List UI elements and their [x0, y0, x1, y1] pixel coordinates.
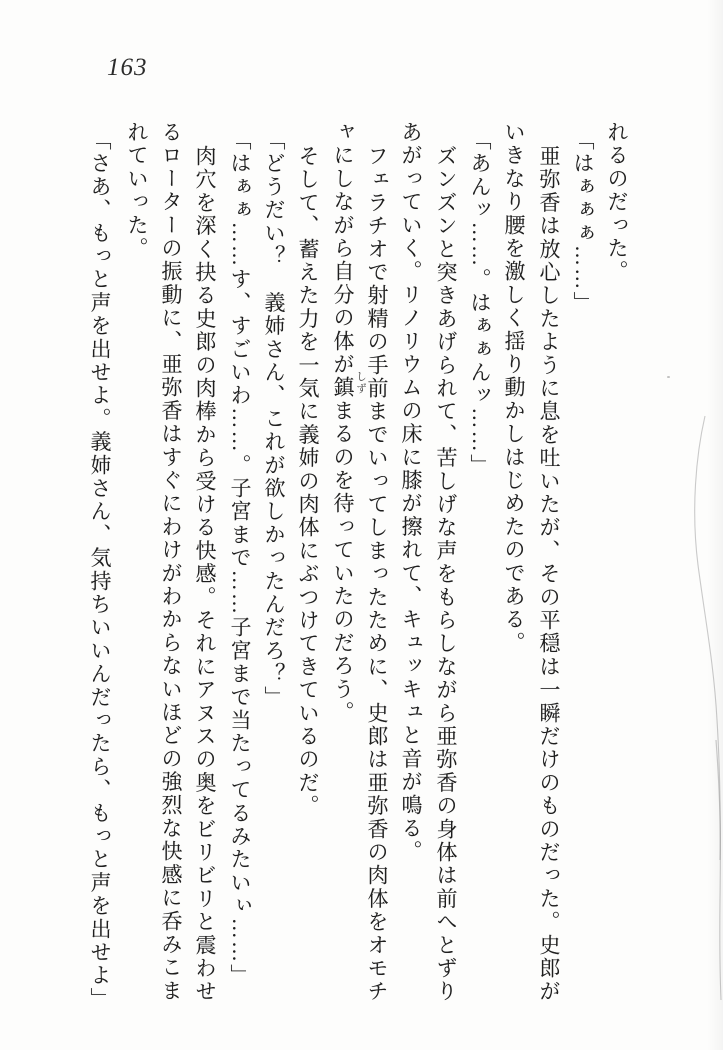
page-number: 163 [107, 54, 148, 81]
furigana-annotation: しず [355, 371, 366, 395]
text-column: そして、蓄えた力を一気に義姉の肉体にぶつけてきているのだ。 [296, 145, 320, 818]
text-column: 「どうだい？ 義姉さん、これが欲しかったんだろ？」 [262, 129, 286, 709]
text-column: ズンズンと突きあげられて、苦しげな声をもらしながら亜弥香の身体は前へとずり [434, 145, 458, 1004]
text-column: 「はぁぁぁ……」 [571, 129, 595, 315]
text-column: 亜弥香は放心したように息を吐いたが、その平穏は一瞬だけのものだった。史郎が [537, 145, 561, 1004]
text-column: いきなり腰を激しく揺り動かしはじめたのである。 [502, 121, 526, 655]
text-column: フェラチオで射精の手前までいってしまったために、史郎は亜弥香の肉体をオモチ [365, 145, 389, 1004]
text-column: 「はぁぁ……す、すごいわ……。子宮まで……子宮まで当たってるみたいぃ……」 [228, 129, 252, 988]
text-column: 肉穴を深く抉る史郎の肉棒から受ける快感。それにアヌスの奥をビリビリと震わせ [193, 145, 217, 1004]
text-column: れていった。 [125, 121, 149, 261]
text-column: ャにしながら自分の体が鎮まるのを待っていたのだろう。 [331, 121, 355, 725]
text-column: 「さあ、もっと声を出せよ。義姉さん、気持ちいいんだったら、もっと声を出せよ」 [88, 129, 112, 1011]
text-column: れるのだった。 [605, 121, 629, 284]
text-column: あがっていく。リノリウムの床に膝が擦れて、キュッキュと音が鳴る。 [399, 121, 423, 864]
text-column: 「あんッ……。はぁぁんッ……」 [468, 129, 492, 477]
text-column: るローターの振動に、亜弥香はすぐにわけがわからないほどの強烈な快感に呑みこま [159, 121, 183, 1003]
